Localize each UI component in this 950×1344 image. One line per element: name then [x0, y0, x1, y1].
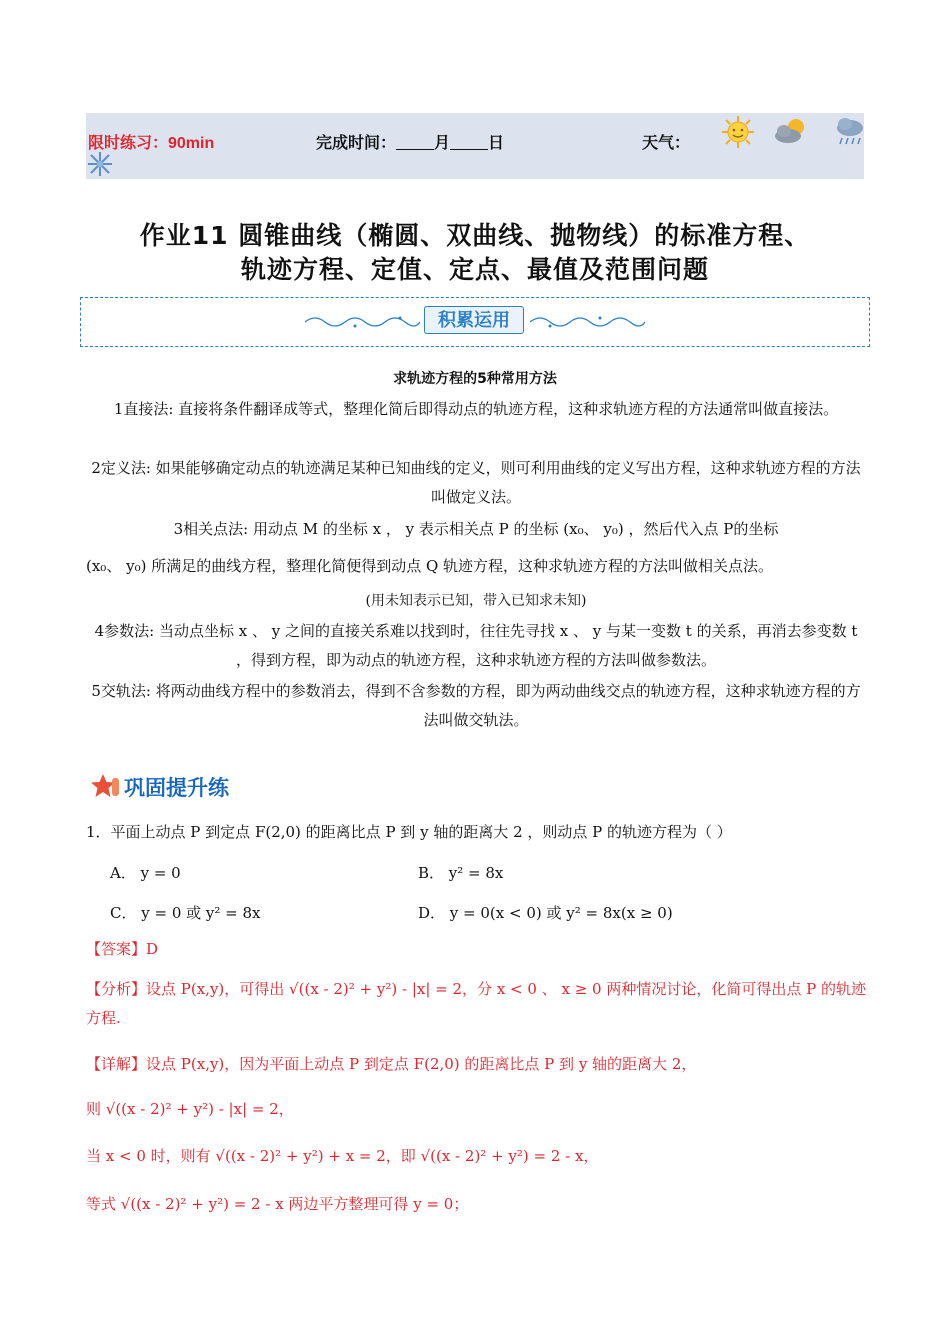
- completion-time-prefix: 完成时间：: [316, 135, 397, 152]
- option-c[interactable]: C． y = 0 或 y² = 8x: [110, 904, 261, 922]
- answer-value: D: [146, 940, 159, 958]
- analysis-label: 【分析】: [86, 980, 147, 998]
- document-title-line2: 轨迹方程、定值、定点、最值及范围问题: [240, 255, 709, 284]
- star-icon: [90, 772, 122, 800]
- answer-label: 【答案】: [86, 940, 147, 958]
- day-blank[interactable]: [450, 149, 488, 150]
- day-label: 日: [488, 135, 505, 152]
- detail-line-3: 当 x < 0 时，则有 √((x - 2)² + y²) + x = 2，即 √((x - 2)² + y²) = 2 - x，: [86, 1147, 599, 1165]
- detail-line-1: [86, 1050, 866, 1079]
- banner-wave-right-icon: [530, 312, 645, 332]
- month-blank[interactable]: [396, 149, 434, 150]
- method-3-related-point-b: (x₀、 y₀) 所满足的曲线方程，整理化简便得到动点 Q 轨迹方程，这种求轨迹方程的方法叫做相关点法。: [86, 557, 774, 575]
- practice-time-label: 限时练习：90min: [88, 135, 215, 152]
- detail-label: 【详解】: [86, 1055, 147, 1073]
- completion-time-label: [316, 130, 504, 153]
- option-b[interactable]: B． y² = 8x: [418, 864, 504, 882]
- sun-icon: [720, 114, 756, 150]
- rain-icon: [834, 116, 866, 148]
- banner-label: 积累运用: [424, 306, 524, 334]
- banner-wave-left-icon: [305, 312, 420, 332]
- question-stem: 1．平面上动点 P 到定点 F(2,0) 的距离比点 P 到 y 轴的距离大 2 ，则动点 P 的轨迹方程为（ ）: [86, 823, 732, 841]
- option-a[interactable]: A． y = 0: [110, 864, 181, 882]
- partly-cloudy-icon: [772, 116, 812, 146]
- month-label: 月: [434, 135, 451, 152]
- method-3-related-point-a: 3相关点法: 用动点 M 的坐标 x ， y 表示相关点 P 的坐标 (x₀、 y₀) ，然后代入点 P的坐标: [173, 520, 779, 538]
- document-title-line1: 作业11 圆锥曲线（椭圆、双曲线、抛物线）的标准方程、: [139, 221, 811, 250]
- analysis-block: [86, 975, 866, 1033]
- snowflake-icon: [86, 150, 114, 178]
- method-5-intersection: 5交轨法: 将两动曲线方程中的参数消去，得到不含参数的方程，即为两动曲线交点的轨迹方程，这种求轨迹方程的方法叫做交轨法。: [91, 682, 861, 729]
- method-2-definition: 2定义法: 如果能够确定动点的轨迹满足某种已知曲线的定义，则可利用曲线的定义写出方程，这种求轨迹方程的方法叫做定义法。: [91, 459, 861, 506]
- answer-line: [86, 935, 158, 964]
- detail-line-4: 等式 √((x - 2)² + y²) = 2 - x 两边平方整理可得 y = 0；: [86, 1195, 469, 1213]
- method-4-parameter: 4参数法: 当动点坐标 x 、 y 之间的直接关系难以找到时，往往先寻找 x 、 y 与某一变数 t 的关系，再消去参变数 t ，得到方程，即为动点的轨迹方程，这种求轨迹方程的方法叫做参数法。: [94, 622, 858, 669]
- method-3-note: (用未知表示已知，带入已知求未知): [365, 593, 587, 609]
- detail-line-2: 则 √((x - 2)² + y²) - |x| = 2，: [86, 1100, 294, 1118]
- method-1-direct: 1直接法: 直接将条件翻译成等式，整理化简后即得动点的轨迹方程，这种求轨迹方程的方法通常叫做直接法。: [113, 400, 839, 418]
- analysis-text: 设点 P(x,y)，可得出 √((x - 2)² + y²) - |x| = 2，分 x < 0 、 x ≥ 0 两种情况讨论，化简可得出点 P 的轨迹方程.: [86, 980, 866, 1027]
- detail-text-1: 设点 P(x,y)，因为平面上动点 P 到定点 F(2,0) 的距离比点 P 到 y 轴的距离大 2，: [146, 1055, 697, 1073]
- section-heading: 巩固提升练: [124, 776, 229, 800]
- methods-title: 求轨迹方程的5种常用方法: [393, 371, 557, 387]
- weather-label: 天气：: [642, 135, 691, 152]
- option-d[interactable]: D． y = 0(x < 0) 或 y² = 8x(x ≥ 0): [418, 904, 673, 922]
